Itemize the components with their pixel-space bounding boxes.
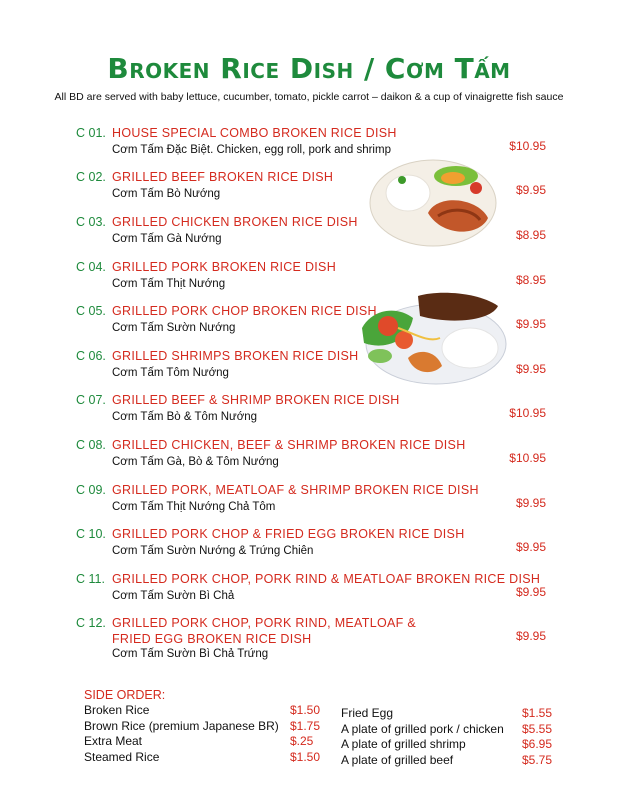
item-viet-name: Cơm Tấm Bò Nướng: [112, 188, 221, 200]
menu-item-c10: [76, 525, 556, 557]
side-item-price: $1.50: [290, 703, 321, 717]
item-name: GRILLED CHICKEN, BEEF & SHRIMP BROKEN RICE DISH: [112, 438, 466, 452]
item-viet-name: Cơm Tấm Bò & Tôm Nướng: [112, 411, 258, 423]
menu-item-c01: [76, 124, 556, 156]
side-item-price: $.25: [290, 734, 314, 748]
side-item-name: Broken Rice: [84, 703, 150, 717]
item-viet-name: Cơm Tấm Sườn Nướng & Trứng Chiên: [112, 545, 314, 557]
side-item: [341, 722, 561, 738]
item-code: C 01.: [76, 126, 106, 140]
item-price: $9.95: [515, 629, 546, 643]
side-item: [341, 706, 561, 722]
item-price: $9.95: [515, 183, 546, 197]
side-order-right: [341, 706, 561, 768]
item-code: C 05.: [76, 304, 106, 318]
side-item-price: $5.55: [522, 721, 553, 736]
item-price: $8.95: [515, 273, 546, 287]
item-name: GRILLED PORK, MEATLOAF & SHRIMP BROKEN RICE DISH: [112, 483, 479, 497]
item-price: $8.95: [515, 228, 546, 242]
item-price: $10.95: [509, 451, 546, 465]
item-viet-name: Cơm Tấm Thịt Nướng: [112, 278, 226, 290]
item-price: $10.95: [509, 406, 546, 420]
side-item-name: A plate of grilled pork / chicken: [341, 721, 504, 736]
menu-item-c02: [76, 168, 556, 200]
side-item-name: A plate of grilled shrimp: [341, 737, 466, 751]
item-price: $10.95: [509, 139, 546, 153]
menu-title: Broken Rice Dish / Cơm Tấm: [107, 52, 511, 85]
item-price: $9.95: [515, 540, 546, 554]
side-item: [84, 703, 326, 719]
side-item-name: A plate of grilled beef: [341, 752, 454, 767]
item-name: HOUSE SPECIAL COMBO BROKEN RICE DISH: [112, 126, 397, 140]
menu-item-c06: [76, 347, 556, 379]
item-viet-name: Cơm Tấm Sườn Nướng: [112, 322, 236, 334]
item-viet-name: Cơm Tấm Đặc Biệt. Chicken, egg roll, pork and shrimp: [112, 144, 391, 156]
side-item: [341, 753, 561, 769]
item-name: GRILLED PORK CHOP & FRIED EGG BROKEN RICE DISH: [112, 527, 465, 541]
side-item-name: Brown Rice (premium Japanese BR): [84, 718, 279, 733]
menu-item-c05: [76, 302, 556, 334]
side-item-name: Steamed Rice: [84, 749, 160, 764]
item-price: $9.95: [515, 362, 546, 376]
item-name: GRILLED CHICKEN BROKEN RICE DISH: [112, 215, 358, 229]
item-viet-name: Cơm Tấm Sườn Bì Chả Trứng: [112, 648, 269, 660]
side-item-price: $6.95: [522, 737, 553, 751]
side-item-price: $1.75: [290, 718, 321, 733]
item-name: GRILLED PORK CHOP, PORK RIND, MEATLOAF &: [112, 616, 416, 630]
item-code: C 04.: [76, 260, 106, 274]
item-code: C 09.: [76, 483, 106, 497]
item-code: C 10.: [76, 527, 106, 541]
side-order-left: [84, 703, 326, 765]
item-code: C 02.: [76, 170, 106, 184]
menu-item-c08: [76, 436, 556, 468]
item-code: C 07.: [76, 393, 106, 407]
side-item-name: Extra Meat: [84, 734, 143, 748]
side-item: [84, 719, 326, 735]
item-code: C 08.: [76, 438, 106, 452]
menu-subtitle: All BD are served with baby lettuce, cucumber, tomato, pickle carrot – daikon & a cup of vinaigrette fish sauce: [54, 91, 564, 103]
item-name-line2: FRIED EGG BROKEN RICE DISH: [112, 632, 312, 646]
menu-item-c12: [76, 614, 556, 660]
item-code: C 03.: [76, 215, 106, 229]
side-item-price: $1.50: [290, 749, 321, 764]
side-item: [84, 750, 326, 766]
menu-item-c09: [76, 481, 556, 513]
item-name: GRILLED PORK CHOP BROKEN RICE DISH: [112, 304, 377, 318]
item-viet-name: Cơm Tấm Gà, Bò & Tôm Nướng: [112, 456, 279, 468]
item-name: GRILLED BEEF BROKEN RICE DISH: [112, 170, 334, 184]
item-price: $9.95: [515, 585, 546, 599]
item-code: C 11.: [76, 572, 105, 586]
item-viet-name: Cơm Tấm Sườn Bì Chả: [112, 590, 235, 602]
side-item-name: Fried Egg: [341, 706, 394, 720]
item-name: GRILLED PORK CHOP, PORK RIND & MEATLOAF BROKEN RICE DISH: [112, 572, 541, 586]
item-price: $9.95: [515, 496, 546, 510]
item-code: C 12.: [76, 616, 106, 630]
item-name: GRILLED SHRIMPS BROKEN RICE DISH: [112, 349, 359, 363]
item-code: C 06.: [76, 349, 106, 363]
side-item-price: $1.55: [522, 706, 553, 720]
item-name: GRILLED PORK BROKEN RICE DISH: [112, 260, 337, 274]
item-price: $9.95: [515, 317, 546, 331]
menu-item-c03: [76, 213, 556, 245]
side-item: [341, 737, 561, 753]
side-item-price: $5.75: [522, 752, 553, 767]
item-viet-name: Cơm Tấm Tôm Nướng: [112, 367, 229, 379]
side-order-heading: SIDE ORDER:: [84, 688, 166, 702]
item-viet-name: Cơm Tấm Gà Nướng: [112, 233, 222, 245]
menu-item-c04: [76, 258, 556, 290]
menu-item-c11: [76, 570, 556, 602]
menu-item-c07: [76, 391, 556, 423]
side-item: [84, 734, 326, 750]
item-name: GRILLED BEEF & SHRIMP BROKEN RICE DISH: [112, 393, 400, 407]
item-viet-name: Cơm Tấm Thịt Nướng Chả Tôm: [112, 501, 276, 513]
